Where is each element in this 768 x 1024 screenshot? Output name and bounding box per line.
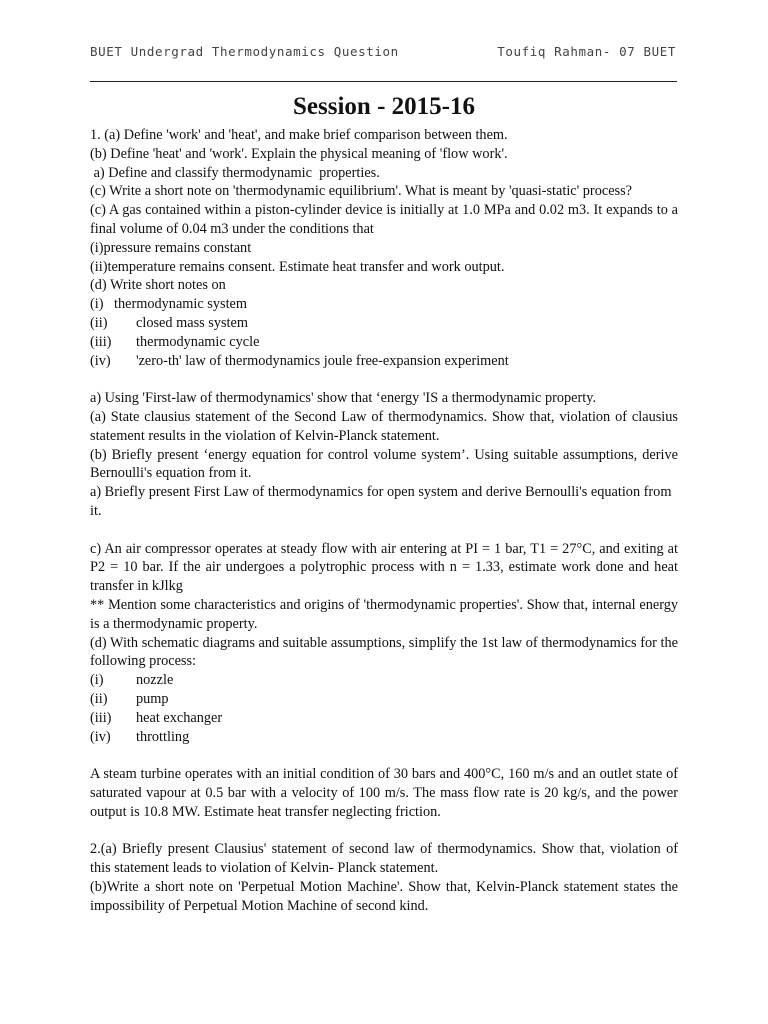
block2-a2: (a) State clausius statement of the Second Law of thermodynamics. Show that, violation of clausius statement results in the violation of Kelvin-Planck statement. bbox=[90, 408, 678, 444]
list-item-text: closed mass system bbox=[136, 314, 248, 331]
q1-c1: (c) Write a short note on 'thermodynamic equilibrium'. What is meant by 'quasi-static' process? bbox=[90, 183, 633, 200]
list-item-number: (ii) bbox=[90, 314, 108, 331]
list-item bbox=[90, 333, 678, 352]
list-item bbox=[90, 295, 678, 314]
list-item bbox=[90, 352, 678, 371]
list-item-number: (i) bbox=[90, 672, 104, 689]
list-item-number: (iii) bbox=[90, 333, 112, 350]
q1-d: (d) Write short notes on bbox=[90, 277, 226, 294]
list-item bbox=[90, 728, 678, 747]
block3-d: (d) With schematic diagrams and suitable assumptions, simplify the 1st law of thermodynamics for the following process: bbox=[90, 634, 678, 670]
list-item-number: (i) bbox=[90, 296, 104, 313]
list-item-text: nozzle bbox=[136, 672, 174, 689]
header-left-text: BUET Undergrad Thermodynamics Question bbox=[90, 44, 399, 59]
header-rule bbox=[90, 81, 677, 82]
block2-a1: a) Using 'First-law of thermodynamics' show that ‘energy 'IS a thermodynamic property. bbox=[90, 390, 597, 407]
q1-a: 1. (a) Define 'work' and 'heat', and make brief comparison between them. bbox=[90, 127, 508, 143]
list-item-text: 'zero-th' law of thermodynamics joule free-expansion experiment bbox=[136, 352, 509, 369]
q2-a: 2.(a) Briefly present Clausius' statement of second law of thermodynamics. Show that, violation of this statement leads to violation of Kelvin- Planck statement. bbox=[90, 841, 678, 877]
list-item-text: throttling bbox=[136, 728, 190, 745]
q1-b: (b) Define 'heat' and 'work'. Explain the physical meaning of 'flow work'. bbox=[90, 145, 508, 162]
header-right-text: Toufiq Rahman- 07 BUET bbox=[497, 44, 676, 59]
list-item-text: pump bbox=[136, 690, 169, 707]
question-body bbox=[90, 126, 678, 915]
block2-b: (b) Briefly present ‘energy equation for control volume system’. Using suitable assumptions, derive Bernoulli's equation from it. bbox=[90, 446, 678, 482]
block3-star: ** Mention some characteristics and origins of 'thermodynamic properties'. Show that, internal energy is a thermodynamic property. bbox=[90, 596, 678, 632]
q1-i: (i)pressure remains constant bbox=[90, 239, 252, 256]
block3-c: c) An air compressor operates at steady flow with air entering at PI = 1 bar, T1 = 27°C, and exiting at P2 = 10 bar. If the air undergoes a polytrophic process with n = 1.33, estimate work done and heat transfer in kJlkg bbox=[90, 540, 678, 595]
list-item-text: heat exchanger bbox=[136, 709, 223, 726]
q2-b: (b)Write a short note on 'Perpetual Motion Machine'. Show that, Kelvin-Planck statement states the impossibility of Perpetual Motion Machine of second kind. bbox=[90, 878, 678, 914]
list-item-number: (iv) bbox=[90, 728, 111, 745]
q1-c2: (c) A gas contained within a piston-cylinder device is initially at 1.0 MPa and 0.02 m3. It expands to a final volume of 0.04 m3 under the conditions that bbox=[90, 202, 678, 237]
list-item-number: (iii) bbox=[90, 709, 112, 726]
list-item bbox=[90, 671, 678, 690]
list-item bbox=[90, 690, 678, 709]
list-item-text: thermodynamic cycle bbox=[136, 333, 260, 350]
paragraph-gap bbox=[90, 521, 678, 540]
paragraph-gap bbox=[90, 746, 678, 765]
list-item-number: (iv) bbox=[90, 352, 111, 369]
paragraph-gap bbox=[90, 821, 678, 840]
block4-turbine: A steam turbine operates with an initial condition of 30 bars and 400°C, 160 m/s and an outlet state of saturated vapour at 0.5 bar with a velocity of 100 m/s. The mass flow rate is 20 kg/s, and the power output is 10.8 MW. Estimate heat transfer neglecting friction. bbox=[90, 766, 678, 820]
list-item-text: thermodynamic system bbox=[114, 296, 248, 313]
block2-a3: a) Briefly present First Law of thermodynamics for open system and derive Bernoulli's equation from it. bbox=[90, 484, 672, 519]
list-item bbox=[90, 709, 678, 728]
list-item-number: (ii) bbox=[90, 690, 108, 707]
q1-a2: a) Define and classify thermodynamic properties. bbox=[90, 164, 380, 181]
paragraph-gap bbox=[90, 370, 678, 389]
q1-ii: (ii)temperature remains consent. Estimate heat transfer and work output. bbox=[90, 258, 505, 275]
page-title: Session - 2015-16 bbox=[293, 93, 475, 120]
list-item bbox=[90, 314, 678, 333]
